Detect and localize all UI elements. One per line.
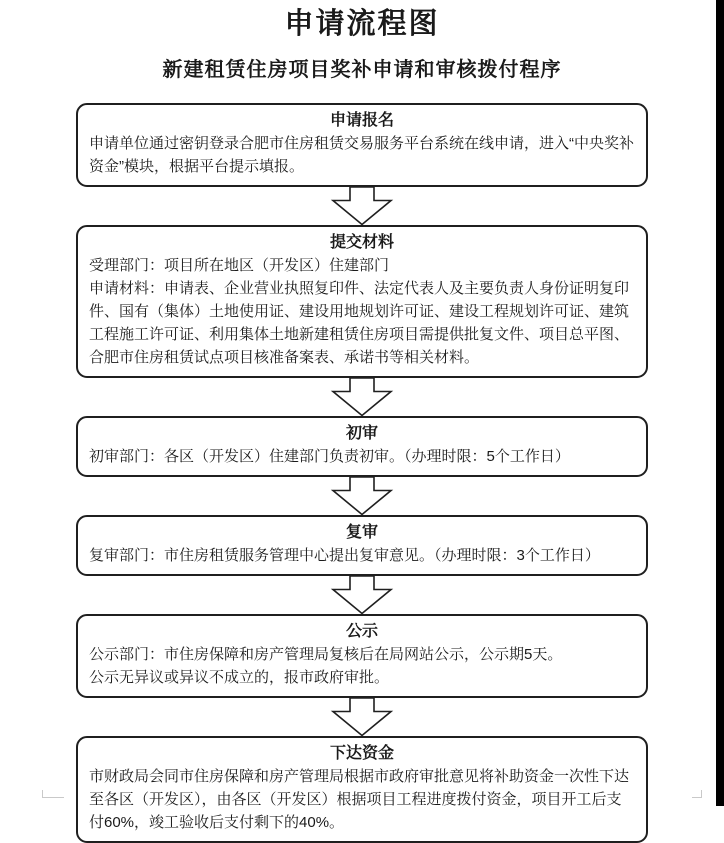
flow-step-text: 申请单位通过密钥登录合肥市住房租赁交易服务平台系统在线申请，进入“中央奖补资金”模块，根据平台提示填报。 — [89, 135, 634, 175]
flow-step-text: 受理部门：项目所在地区（开发区）住建部门 — [89, 257, 390, 274]
flow-step-text: 初审部门：各区（开发区）住建部门负责初审。（办理时限：5个工作日） — [89, 448, 570, 465]
down-arrow-icon — [328, 476, 396, 516]
scan-artifact-bottom-left — [42, 790, 64, 798]
flow-step-title: 公示 — [345, 623, 378, 640]
flow-step-materials — [76, 225, 648, 378]
flow-step-application — [76, 103, 648, 187]
flow-step-public-notice — [76, 614, 648, 698]
scan-artifact-bottom-right — [692, 790, 702, 798]
flow-step-text: 复审部门：市住房租赁服务管理中心提出复审意见。（办理时限：3个工作日） — [89, 547, 600, 564]
down-arrow-icon — [328, 575, 396, 615]
page-title: 申请流程图 — [284, 8, 440, 40]
flow-step-body — [89, 643, 635, 689]
flow-step-title: 初审 — [345, 425, 378, 442]
flow-step-body — [89, 445, 635, 468]
flow-step-title: 申请报名 — [329, 112, 394, 129]
flow-step-fund-disbursement — [76, 736, 648, 843]
page-subtitle: 新建租赁住房项目奖补申请和审核拨付程序 — [162, 59, 562, 81]
flowchart — [76, 103, 648, 843]
flow-step-body — [89, 132, 635, 178]
flow-step-second-review — [76, 515, 648, 576]
flow-step-text: 申请材料：申请表、企业营业执照复印件、法定代表人及主要负责人身份证明复印件、国有（集体）土地使用证、建设用地规划许可证、建设工程规划许可证、建筑工程施工许可证、利用集体土地新建租赁住房项目需提供批复文件、项目总平图、合肥市住房租赁试点项目核准备案表、承诺书等相关材料。 — [89, 280, 630, 366]
flow-step-body — [89, 254, 635, 369]
flow-step-initial-review — [76, 416, 648, 477]
right-edge-scan-bar — [716, 0, 724, 806]
flow-step-title: 提交材料 — [329, 234, 394, 251]
flow-step-text: 公示部门：市住房保障和房产管理局复核后在局网站公示，公示期5天。 — [89, 646, 563, 663]
down-arrow-icon — [328, 697, 396, 737]
flow-step-title: 下达资金 — [329, 745, 394, 762]
flow-step-text: 公示无异议或异议不成立的，报市政府审批。 — [89, 669, 390, 686]
down-arrow-icon — [328, 377, 396, 417]
flow-step-title: 复审 — [345, 524, 378, 541]
down-arrow-icon — [328, 186, 396, 226]
flow-step-body — [89, 544, 635, 567]
flow-step-body — [89, 765, 635, 834]
flow-step-text: 市财政局会同市住房保障和房产管理局根据市政府审批意见将补助资金一次性下达至各区（开发区），由各区（开发区）根据项目工程进度拨付资金，项目开工后支付60%，竣工验收后支付剩下的40%。 — [89, 768, 630, 831]
